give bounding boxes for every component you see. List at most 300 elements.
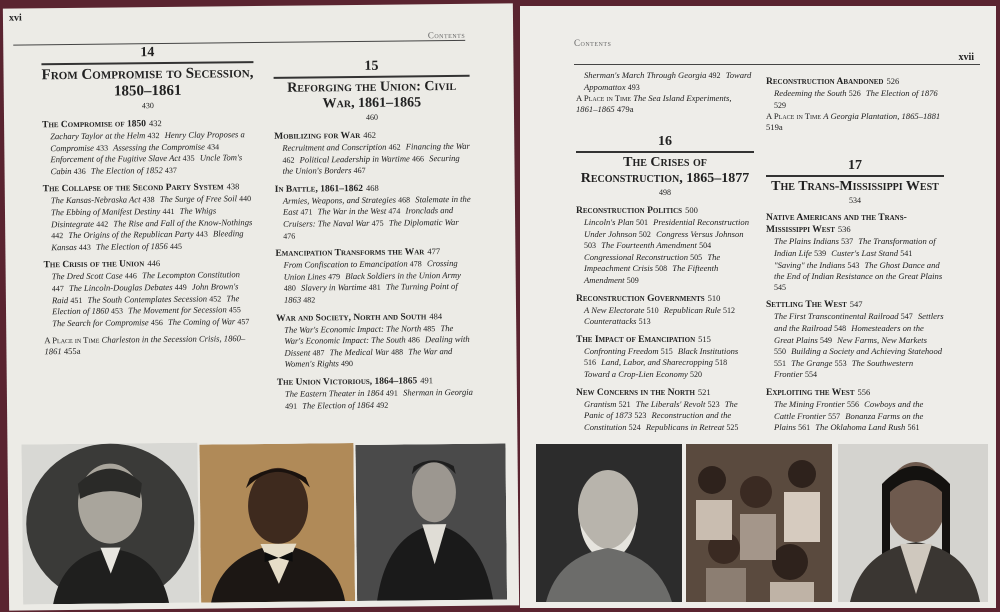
toc-entry: [584, 305, 662, 315]
entry-page: 513: [638, 317, 651, 327]
entry-title: Confronting Freedom: [584, 345, 659, 356]
section-title-text: Reconstruction Governments: [576, 293, 705, 304]
section-title: [576, 334, 754, 346]
entry-title: The Ebbing of Manifest Destiny: [50, 206, 161, 218]
entry-title: Black Soldiers in the Union Army: [345, 269, 461, 281]
toc-entry: [584, 399, 634, 409]
entry-page: 492: [376, 400, 389, 410]
place-in-time-page: 519a: [766, 121, 783, 132]
photo-portrait-lincoln: [355, 443, 507, 601]
entry-page: 537: [841, 237, 854, 247]
entry-title: Cowboys and the Cattle Frontier: [774, 398, 924, 421]
entry-title: Enforcement of the Fugitive Slave Act: [50, 153, 181, 165]
section-entries: [576, 305, 754, 328]
entry-page: 501: [635, 218, 648, 227]
entry-page: 452: [209, 293, 222, 304]
entry-title: The War in the West: [317, 206, 387, 217]
toc-section: [766, 387, 944, 434]
place-in-time: [766, 111, 944, 132]
toc-entry: [96, 241, 185, 252]
section-page: 515: [698, 333, 711, 344]
entry-title: The Medical War: [329, 346, 389, 358]
photo-portrait-bearded-man: [21, 443, 199, 605]
entry-title: Zachary Taylor at the Helm: [50, 130, 146, 142]
section-entries: [43, 193, 256, 253]
section-entries: [44, 269, 257, 329]
entry-title: Stalemate in the East: [282, 193, 471, 218]
running-head-rule: [574, 64, 980, 65]
entry-title: Congressional Reconstruction: [584, 251, 688, 262]
section-page: 438: [226, 181, 240, 192]
entry-title: Reconstruction and the Constitution: [584, 410, 732, 432]
entry-page: 502: [638, 229, 651, 239]
chapter-number: 16: [658, 134, 672, 149]
section-title-text: Native Americans and the Trans-Mississippi West: [766, 213, 907, 236]
entry-page: 437: [164, 165, 177, 175]
entry-page: 446: [124, 271, 137, 281]
entry-title: The Dred Scott Case: [51, 270, 123, 282]
right-folio: xvii: [958, 52, 974, 63]
entry-title: Redeeming the South: [774, 88, 847, 98]
entry-page: 525: [726, 422, 739, 432]
entry-title: The Election of 1856: [95, 240, 168, 252]
section-title: [766, 213, 944, 236]
entry-page: 466: [411, 153, 425, 164]
entry-title: The Lecompton Constitution: [141, 269, 240, 281]
toc-entry: [664, 305, 738, 315]
toc-entry: [68, 229, 211, 240]
toc-entry: [69, 282, 190, 293]
toc-entry: [646, 422, 742, 432]
entry-page: 553: [834, 358, 847, 368]
entry-title: The Eastern Theater in 1864: [284, 387, 384, 399]
section-page: 477: [427, 246, 441, 257]
entry-page: 442: [96, 219, 109, 229]
section-title-text: In Battle, 1861–1862: [274, 183, 364, 195]
entry-page: 529: [774, 100, 786, 110]
section-title: [576, 293, 754, 305]
section-title-text: Reconstruction Politics: [576, 206, 683, 216]
entry-title: Homesteaders on the Great Plains: [774, 322, 924, 345]
entry-page: 549: [820, 335, 832, 345]
toc-section: [275, 182, 472, 242]
entry-page: 443: [195, 229, 208, 239]
place-in-time-text: A Georgia Plantation, 1865–1881: [823, 111, 941, 122]
entry-page: 491: [284, 401, 298, 411]
entry-page: 539: [814, 248, 827, 258]
toc-entry: [50, 153, 197, 165]
continued-entries: [576, 70, 754, 114]
entry-title: The Kansas-Nebraska Act: [50, 194, 141, 206]
section-title: [576, 387, 754, 399]
entry-title: Building a Society and Achieving Statehood: [791, 346, 943, 357]
photo-portrait-native-chief: [838, 444, 988, 602]
chapter-page: 460: [365, 112, 379, 122]
section-title: [766, 387, 944, 399]
section-page: 468: [365, 182, 379, 193]
toc-entry: [283, 194, 413, 205]
entry-page: 557: [828, 411, 841, 421]
entry-title: The Election of 1860: [51, 292, 240, 317]
entry-page: 561: [798, 423, 811, 433]
toc-section: [275, 246, 472, 306]
entry-title: The Origins of the Republican Party: [68, 228, 194, 241]
toc-entry: [774, 260, 862, 270]
section-entries: [277, 387, 473, 412]
toc-entry: [300, 153, 427, 164]
entry-page: 548: [834, 323, 847, 333]
entry-page: 440: [239, 194, 252, 204]
entry-title: The War and Women's Rights: [284, 345, 453, 370]
entry-title: The Impeachment Crisis: [584, 251, 721, 274]
entry-title: Settlers and the Railroad: [774, 311, 944, 333]
entry-title: The Mining Frontier: [774, 398, 845, 409]
entry-title: The Grange: [791, 357, 833, 368]
toc-entry: [128, 304, 244, 315]
chapter-14-column: [41, 44, 256, 357]
chapter-rule: [766, 175, 944, 177]
section-entries: [42, 129, 254, 178]
entry-page: 490: [340, 359, 354, 369]
section-page: 432: [148, 118, 162, 129]
entry-title: Dealing with Dissent: [284, 333, 470, 358]
entry-page: 488: [391, 347, 404, 357]
toc-entry: [774, 236, 856, 246]
entry-title: Land, Labor, and Sharecropping: [601, 357, 713, 368]
toc-entry: [52, 317, 166, 328]
entry-page: 512: [722, 305, 735, 315]
toc-section: [274, 129, 470, 178]
entry-page: 487: [312, 348, 325, 358]
entry-title: A New Electorate: [584, 304, 645, 315]
entry-page: 550: [774, 347, 786, 357]
section-title-text: Exploiting the West: [766, 387, 855, 398]
entry-title: Bleeding Kansas: [51, 228, 244, 252]
entry-title: The Election of 1876: [865, 88, 938, 98]
section-page: 526: [886, 76, 900, 86]
section-entries: [276, 322, 472, 370]
entry-page: 554: [804, 370, 817, 380]
section-page: 536: [837, 224, 851, 235]
section-entries: [276, 258, 472, 306]
entry-page: 474: [388, 206, 401, 217]
chapter-number: 15: [364, 58, 379, 74]
toc-entry: [51, 206, 178, 217]
entry-page: 493: [627, 82, 640, 92]
entry-title: The Election of 1864: [302, 399, 375, 411]
entry-title: Slavery in Wartime: [300, 282, 367, 293]
entry-page: 524: [628, 422, 641, 432]
entry-page: 485: [423, 323, 436, 333]
entry-title: New Farms, New Markets: [837, 334, 927, 345]
chapter-title: Reforging the Union: Civil War, 1861–1865: [287, 78, 457, 112]
entry-page: 443: [78, 242, 91, 252]
toc-entry: [636, 399, 723, 409]
entry-title: The Whigs Disintegrate: [51, 205, 217, 229]
entry-title: The Fifteenth Amendment: [584, 263, 719, 285]
entry-title: Ironclads and Cruisers: The Naval War: [283, 205, 454, 229]
entry-page: 505: [690, 252, 703, 262]
entry-title: The Panic of 1873: [584, 398, 738, 421]
section-entries: [576, 217, 754, 287]
section-title-text: The Compromise of 1850: [42, 119, 147, 131]
section-title-text: Emancipation Transforms the War: [275, 247, 425, 260]
toc-entry: [318, 206, 404, 217]
entry-title: Securing the Union's Borders: [282, 152, 460, 176]
entry-page: 523: [634, 411, 647, 421]
entry-page: 518: [715, 358, 728, 368]
chapter-page: 498: [659, 188, 671, 197]
entry-page: 504: [699, 241, 712, 251]
toc-entry: [113, 141, 222, 152]
toc-entry: [87, 293, 224, 304]
section-page: 510: [707, 292, 721, 303]
chapter-16-column: [576, 134, 754, 439]
entry-title: Henry Clay Proposes a Compromise: [50, 129, 245, 153]
toc-entry: [52, 271, 140, 282]
entry-page: 526: [848, 89, 861, 98]
entry-title: The Plains Indians: [774, 236, 839, 247]
entry-page: 479: [328, 271, 341, 282]
entry-title: Uncle Tom's Cabin: [50, 152, 243, 176]
chapter-title: The Crises of Reconstruction, 1865–1877: [580, 155, 750, 186]
entry-page: 445: [169, 241, 183, 251]
toc-entry: [584, 252, 705, 262]
toc-entry: [601, 240, 714, 250]
entry-title: The Turning Point of 1863: [283, 281, 458, 305]
entry-title: Congress Versus Johnson: [656, 228, 744, 239]
left-running-head: Contents: [427, 29, 466, 41]
entry-page: 457: [237, 316, 250, 326]
toc-section: [576, 387, 754, 434]
entry-title: Political Leadership in Wartime: [299, 153, 410, 165]
section-title: [576, 205, 754, 217]
entry-title: Financing the War: [405, 140, 470, 152]
toc-section: [277, 375, 473, 412]
place-in-time-label: A Place in Time: [766, 111, 822, 122]
entry-title: Presidential Reconstruction Under Johnson: [584, 217, 750, 239]
entry-page: 508: [655, 264, 668, 274]
entry-title: Recruitment and Conscription: [282, 141, 387, 153]
entry-title: Toward a Crop-Lien Economy: [584, 368, 688, 379]
section-entries: [576, 346, 754, 381]
chapter-rule: [576, 151, 754, 153]
toc-entry: [301, 282, 384, 293]
entry-title: The First Transcontinental Railroad: [774, 311, 899, 322]
left-folio: xvi: [8, 12, 22, 24]
entry-title: Armies, Weapons, and Strategies: [282, 194, 397, 206]
entry-title: The Ghost Dance and the End of Indian Resistance on the Great Plains: [774, 259, 943, 282]
chapter-title: From Compromise to Secession, 1850–1861: [41, 65, 254, 100]
section-title-text: The Crisis of the Union: [43, 259, 145, 271]
toc-section: [276, 310, 473, 370]
toc-entry: [815, 422, 922, 432]
entry-title: The Election of 1852: [90, 164, 163, 176]
entry-page: 462: [282, 155, 295, 165]
toc-entry: [774, 311, 916, 321]
entry-page: 492: [708, 71, 721, 80]
entry-page: 462: [388, 142, 401, 152]
section-title-text: The Collapse of the Second Party System: [42, 182, 224, 195]
entry-title: The Transformation of Indian Life: [774, 236, 936, 258]
section-title: [766, 299, 944, 311]
section-page: 462: [363, 129, 377, 140]
toc-entry: [51, 194, 158, 205]
entry-title: The Search for Compromise: [52, 316, 149, 328]
entry-page: 541: [900, 248, 913, 258]
section-entries: [766, 236, 944, 293]
entry-page: 543: [847, 260, 860, 270]
toc-entry: [302, 399, 391, 410]
entry-title: The Diplomatic War: [388, 216, 459, 228]
entry-title: Republican Rule: [663, 304, 721, 315]
toc-entry: [282, 141, 403, 152]
entry-page: 481: [368, 283, 381, 293]
entry-title: The Coming of War: [167, 315, 236, 327]
place-in-time: A Place in Time The Sea Island Experiments, 1861–1865 479a: [576, 93, 732, 114]
section-page: 500: [685, 205, 698, 215]
photo-portrait-general-lee: [536, 444, 682, 602]
entry-page: 561: [907, 423, 920, 433]
section-title-text: War and Society, North and South: [276, 311, 427, 324]
entry-title: The Movement for Secession: [128, 304, 227, 316]
section-title-text: New Concerns in the North: [576, 387, 695, 398]
entry-title: The South Contemplates Secession: [87, 293, 208, 305]
entry-title: The Oklahoma Land Rush: [815, 422, 906, 433]
chapter-title: The Trans-Mississippi West: [771, 179, 939, 195]
entry-title: Assessing the Compromise: [113, 141, 205, 153]
toc-section: [766, 299, 944, 381]
entry-page: 503: [584, 241, 596, 251]
toc-entry: [601, 357, 730, 367]
entry-page: 515: [660, 346, 673, 356]
toc-entry: [168, 316, 253, 327]
toc-section: [576, 205, 754, 287]
entry-title: Sherman's March Through Georgia: [584, 70, 707, 80]
entry-title: Republicans in Retreat: [645, 421, 725, 432]
toc-section: [43, 181, 256, 253]
entry-page: 478: [409, 259, 422, 269]
chapter-17-column: [766, 76, 944, 440]
section-entries: [274, 141, 470, 178]
entry-page: 438: [142, 195, 155, 205]
section-entries: [576, 399, 754, 434]
toc-entry: [284, 258, 425, 269]
chapter-page: 430: [141, 101, 154, 111]
entry-page: 547: [900, 312, 913, 322]
entry-page: 545: [774, 282, 786, 292]
entry-page: 516: [584, 358, 596, 368]
section-title: [766, 76, 944, 88]
toc-section: [42, 117, 255, 178]
section-title-text: Reconstruction Abandoned: [766, 77, 884, 87]
entry-page: 441: [162, 206, 175, 216]
section-entries: [766, 88, 944, 111]
entry-page: 491: [385, 388, 398, 398]
entry-title: The War's Economic Impact: The North: [284, 322, 422, 335]
entry-page: 476: [283, 231, 296, 241]
entry-title: Toward Appomattox: [584, 70, 752, 92]
chapter-number: 14: [140, 45, 155, 61]
toc-entry: [160, 193, 254, 204]
entry-page: 480: [283, 283, 296, 294]
entry-page: 432: [147, 131, 160, 141]
photo-portrait-man-bow-tie: [199, 443, 355, 603]
entry-title: The War's Economic Impact: The South: [284, 322, 454, 346]
entry-page: 442: [51, 231, 64, 241]
toc-entry: [284, 323, 438, 335]
section-entries: [766, 311, 944, 381]
entry-page: 435: [182, 153, 195, 163]
section-page: 491: [420, 375, 434, 386]
toc-section: [576, 334, 754, 381]
toc-entry: [50, 130, 162, 141]
entry-title: The Southwestern Frontier: [774, 357, 914, 380]
entry-page: 486: [407, 335, 420, 345]
entry-page: 482: [303, 295, 316, 305]
entry-page: 449: [174, 282, 187, 292]
toc-entry: [285, 387, 401, 398]
section-entries: [766, 399, 944, 434]
left-page: [3, 3, 519, 610]
entry-page: 510: [646, 305, 659, 315]
entry-page: 467: [353, 166, 366, 176]
toc-section: [576, 293, 754, 328]
toc-entry: [831, 248, 915, 258]
entry-title: Grantism: [584, 398, 617, 409]
section-page: 521: [697, 386, 711, 397]
entry-title: The Lincoln-Douglas Debates: [68, 281, 173, 293]
toc-entry: [584, 316, 654, 326]
entry-page: 433: [96, 143, 109, 153]
entry-page: 455: [228, 305, 241, 315]
entry-title: The Liberals' Revolt: [635, 398, 706, 409]
entry-page: 447: [51, 284, 64, 294]
entry-title: The Fourteenth Amendment: [601, 240, 697, 251]
chapter-number: 17: [848, 158, 862, 174]
toc-section: [766, 76, 944, 132]
entry-page: 468: [398, 195, 411, 205]
toc-entry: [584, 346, 676, 356]
section-page: 484: [429, 310, 443, 321]
entry-title: John Brown's Raid: [51, 281, 239, 305]
toc-section: [43, 257, 256, 329]
section-title-text: The Union Victorious, 1864–1865: [276, 376, 418, 388]
entry-title: "Saving" the Indians: [774, 259, 846, 270]
right-page: [520, 6, 996, 608]
photo-group-of-children: [686, 444, 832, 602]
entry-title: Counterattacks: [584, 316, 637, 327]
entry-page: 521: [618, 399, 631, 409]
entry-title: The Rise and Fall of the Know-Nothings: [113, 216, 253, 229]
entry-page: 471: [300, 207, 313, 217]
place-in-time: A Place in Time Charleston in the Secession Crisis, 1860–1861 455a: [44, 333, 246, 357]
entry-page: 434: [207, 142, 220, 152]
entry-title: Custer's Last Stand: [831, 247, 899, 258]
toc-section: [766, 213, 944, 293]
entry-title: From Confiscation to Emancipation: [283, 258, 408, 270]
toc-entry: [774, 399, 862, 409]
chapter-page: 534: [849, 196, 861, 206]
section-title-text: Mobilizing for War: [274, 130, 361, 142]
entry-page: 520: [690, 369, 703, 379]
section-title-text: Settling The West: [766, 300, 847, 311]
entry-title: Bonanza Farms on the Plains: [774, 410, 924, 433]
entry-page: 556: [846, 399, 859, 409]
right-running-head: Contents: [574, 38, 612, 48]
toc-entry: [584, 369, 705, 379]
toc-entry: [584, 70, 724, 80]
